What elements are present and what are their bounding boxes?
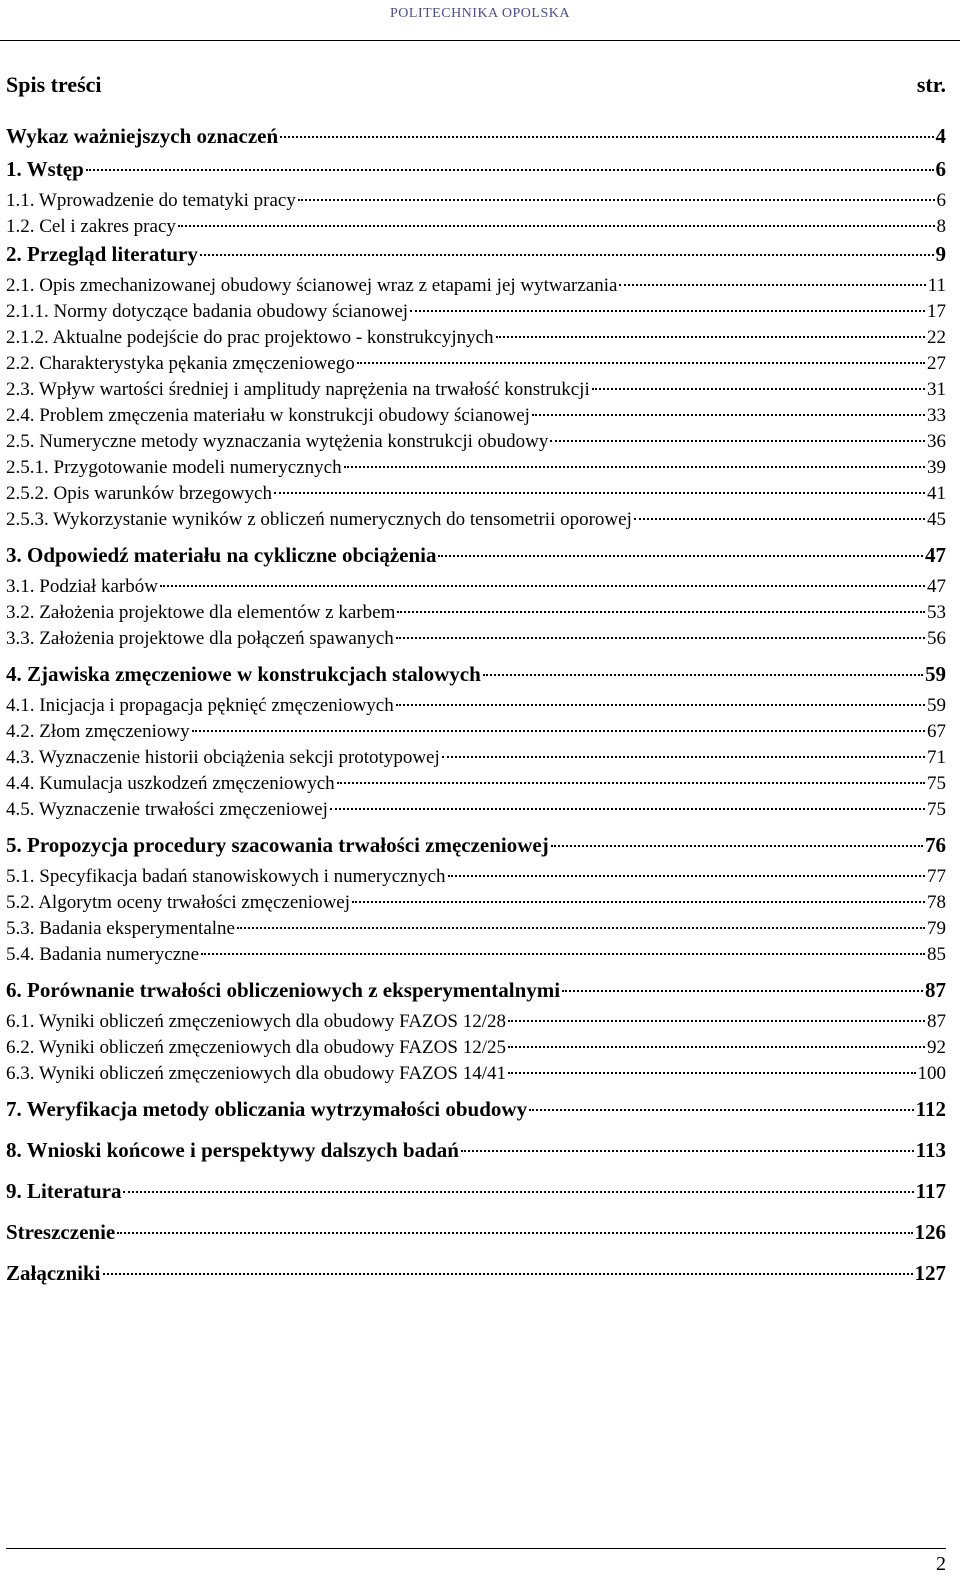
toc-entry[interactable] <box>6 1261 946 1294</box>
toc-entry[interactable] <box>6 892 946 918</box>
toc-heading <box>6 72 946 98</box>
toc-entry-label: 8. Wnioski końcowe i perspektywy dalszych badań <box>6 1138 459 1162</box>
toc-entry-label: 5.1. Specyfikacja badań stanowiskowych i numerycznych <box>6 866 446 887</box>
dot-leader <box>448 874 925 877</box>
toc-entry[interactable] <box>6 833 946 866</box>
toc-entry[interactable] <box>6 662 946 695</box>
toc-entry[interactable] <box>6 157 946 190</box>
toc-entry-label: 2.2. Charakterystyka pękania zmęczeniowego <box>6 353 355 374</box>
toc-entry[interactable] <box>6 242 946 275</box>
toc-entry[interactable] <box>6 576 946 602</box>
toc-entry[interactable] <box>6 124 946 157</box>
toc-entry-label: 1. Wstęp <box>6 157 84 181</box>
dot-leader <box>237 926 925 929</box>
dot-leader <box>550 439 925 442</box>
toc-entry-label: 3.2. Założenia projektowe dla elementów z karbem <box>6 602 396 623</box>
table-of-contents <box>6 124 946 1294</box>
dot-leader <box>508 1045 925 1048</box>
toc-entry-label: 2.5.2. Opis warunków brzegowych <box>6 483 272 504</box>
toc-entry-label: 5.4. Badania numeryczne <box>6 944 200 965</box>
toc-entry[interactable] <box>6 602 946 628</box>
toc-entry-page: 78 <box>927 892 946 913</box>
header-title: POLITECHNIKA OPOLSKA <box>390 6 570 21</box>
dot-leader <box>396 703 925 706</box>
toc-entry-page: 59 <box>927 695 946 716</box>
toc-entry-page: 117 <box>915 1179 946 1203</box>
toc-entry[interactable] <box>6 978 946 1011</box>
toc-entry-label: 2.1.1. Normy dotyczące badania obudowy ścianowej <box>6 301 409 322</box>
dot-leader <box>461 1149 914 1152</box>
footer-divider <box>6 1548 946 1549</box>
dot-leader <box>397 610 925 613</box>
dot-leader <box>330 807 925 810</box>
toc-entry-page: 45 <box>927 509 946 530</box>
toc-entry[interactable] <box>6 457 946 483</box>
toc-entry[interactable] <box>6 918 946 944</box>
toc-entry[interactable] <box>6 721 946 747</box>
dot-leader <box>410 309 925 312</box>
toc-entry[interactable] <box>6 483 946 509</box>
dot-leader <box>200 253 934 256</box>
toc-entry-label: 7. Weryfikacja metody obliczania wytrzymałości obudowy <box>6 1097 528 1121</box>
toc-entry[interactable] <box>6 1097 946 1130</box>
toc-entry[interactable] <box>6 509 946 535</box>
dot-leader <box>103 1272 913 1275</box>
toc-entry-page: 11 <box>927 275 946 296</box>
dot-leader <box>344 465 925 468</box>
toc-entry-label: 2.4. Problem zmęczenia materiału w konstrukcji obudowy ścianowej <box>6 405 530 426</box>
dot-leader <box>438 554 923 557</box>
toc-entry[interactable] <box>6 1011 946 1037</box>
toc-entry-label: 2.1.2. Aktualne podejście do prac projektowo - konstrukcyjnych <box>6 327 494 348</box>
toc-entry-label: 2. Przegląd literatury <box>6 242 198 266</box>
toc-entry-label: 3. Odpowiedź materiału na cykliczne obciążenia <box>6 543 437 567</box>
dot-leader <box>396 636 925 639</box>
toc-entry-page: 56 <box>927 628 946 649</box>
dot-leader <box>298 198 935 201</box>
toc-entry-label: 4.4. Kumulacja uszkodzeń zmęczeniowych <box>6 773 335 794</box>
toc-entry[interactable] <box>6 1063 946 1089</box>
toc-entry-label: 4.5. Wyznaczenie trwałości zmęczeniowej <box>6 799 328 820</box>
dot-leader <box>123 1190 913 1193</box>
toc-entry-page: 92 <box>927 1037 946 1058</box>
toc-entry-page: 113 <box>915 1138 946 1162</box>
toc-entry[interactable] <box>6 1179 946 1212</box>
dot-leader <box>508 1019 925 1022</box>
toc-entry-label: Wykaz ważniejszych oznaczeń <box>6 124 279 148</box>
dot-leader <box>562 989 923 992</box>
toc-entry-page: 76 <box>925 833 946 857</box>
toc-entry[interactable] <box>6 747 946 773</box>
toc-entry-page: 75 <box>927 773 946 794</box>
toc-entry-label: 2.1. Opis zmechanizowanej obudowy ścianowej wraz z etapami jej wytwarzania <box>6 275 618 296</box>
toc-entry-page: 79 <box>927 918 946 939</box>
toc-entry[interactable] <box>6 379 946 405</box>
toc-entry-label: 2.3. Wpływ wartości średniej i amplitudy naprężenia na trwałość konstrukcji <box>6 379 590 400</box>
dot-leader <box>529 1108 914 1111</box>
toc-entry-label: 1.2. Cel i zakres pracy <box>6 216 176 237</box>
toc-entry-page: 33 <box>927 405 946 426</box>
toc-entry-label: 3.1. Podział karbów <box>6 576 158 597</box>
toc-entry[interactable] <box>6 866 946 892</box>
running-header <box>0 0 960 41</box>
toc-entry-page: 8 <box>936 216 946 237</box>
toc-entry[interactable] <box>6 301 946 327</box>
toc-entry-label: 1.1. Wprowadzenie do tematyki pracy <box>6 190 296 211</box>
dot-leader <box>274 491 925 494</box>
toc-entry-page: 127 <box>914 1261 946 1285</box>
toc-entry-page: 71 <box>927 747 946 768</box>
dot-leader <box>192 729 925 732</box>
toc-title: Spis treści <box>6 72 102 97</box>
toc-entry-label: 9. Literatura <box>6 1179 122 1203</box>
dot-leader <box>280 135 933 138</box>
dot-leader <box>592 387 925 390</box>
toc-entry[interactable] <box>6 799 946 825</box>
toc-entry-label: 5.3. Badania eksperymentalne <box>6 918 235 939</box>
toc-entry-page: 6 <box>935 157 946 181</box>
toc-entry-page: 47 <box>927 576 946 597</box>
dot-leader <box>178 224 935 227</box>
toc-entry-page: 87 <box>927 1011 946 1032</box>
toc-entry-label: 2.5.1. Przygotowanie modeli numerycznych <box>6 457 342 478</box>
toc-entry-page: 41 <box>927 483 946 504</box>
toc-entry-label: 6.2. Wyniki obliczeń zmęczeniowych dla obudowy FAZOS 12/25 <box>6 1037 506 1058</box>
dot-leader <box>551 844 923 847</box>
toc-entry-page: 85 <box>927 944 946 965</box>
dot-leader <box>483 673 923 676</box>
toc-entry[interactable] <box>6 1037 946 1063</box>
toc-entry[interactable] <box>6 1138 946 1171</box>
toc-entry-page: 112 <box>915 1097 946 1121</box>
dot-leader <box>619 283 925 286</box>
toc-entry[interactable] <box>6 327 946 353</box>
toc-entry-page: 39 <box>927 457 946 478</box>
toc-entry-label: 2.5.3. Wykorzystanie wyników z obliczeń numerycznych do tensometrii oporowej <box>6 509 632 530</box>
dot-leader <box>532 413 925 416</box>
toc-entry-page: 6 <box>936 190 946 211</box>
dot-leader <box>160 584 925 587</box>
dot-leader <box>86 168 934 171</box>
toc-entry-page: 47 <box>925 543 946 567</box>
dot-leader <box>442 755 925 758</box>
toc-entry[interactable] <box>6 695 946 721</box>
toc-entry-label: 6.1. Wyniki obliczeń zmęczeniowych dla obudowy FAZOS 12/28 <box>6 1011 506 1032</box>
toc-entry-page: 17 <box>927 301 946 322</box>
dot-leader <box>201 952 925 955</box>
toc-entry[interactable] <box>6 190 946 216</box>
dot-leader <box>508 1071 916 1074</box>
toc-entry-label: 4.3. Wyznaczenie historii obciążenia sekcji prototypowej <box>6 747 440 768</box>
toc-entry[interactable] <box>6 1220 946 1253</box>
toc-entry-page: 53 <box>927 602 946 623</box>
toc-entry[interactable] <box>6 773 946 799</box>
toc-entry-label: 4.1. Inicjacja i propagacja pęknięć zmęczeniowych <box>6 695 394 716</box>
toc-entry-label: 3.3. Założenia projektowe dla połączeń spawanych <box>6 628 394 649</box>
toc-entry-page: 27 <box>927 353 946 374</box>
toc-page-label: str. <box>916 72 946 97</box>
toc-entry[interactable] <box>6 216 946 242</box>
toc-entry-label: 6. Porównanie trwałości obliczeniowych z eksperymentalnymi <box>6 978 561 1002</box>
toc-entry-page: 9 <box>935 242 946 266</box>
toc-entry-page: 22 <box>927 327 946 348</box>
toc-entry-label: 4. Zjawiska zmęczeniowe w konstrukcjach stalowych <box>6 662 481 686</box>
toc-entry[interactable] <box>6 275 946 301</box>
dot-leader <box>634 517 925 520</box>
toc-entry-label: 2.5. Numeryczne metody wyznaczania wytężenia konstrukcji obudowy <box>6 431 549 452</box>
dot-leader <box>352 900 925 903</box>
toc-entry-label: 5. Propozycja procedury szacowania trwałości zmęczeniowej <box>6 833 549 857</box>
toc-entry-page: 75 <box>927 799 946 820</box>
toc-entry-page: 59 <box>925 662 946 686</box>
toc-entry[interactable] <box>6 628 946 654</box>
toc-entry[interactable] <box>6 944 946 970</box>
toc-entry-page: 126 <box>914 1220 946 1244</box>
dot-leader <box>337 781 925 784</box>
toc-entry[interactable] <box>6 543 946 576</box>
toc-entry-label: 6.3. Wyniki obliczeń zmęczeniowych dla obudowy FAZOS 14/41 <box>6 1063 506 1084</box>
toc-entry-page: 87 <box>925 978 946 1002</box>
toc-entry-page: 67 <box>927 721 946 742</box>
toc-entry-label: 4.2. Złom zmęczeniowy <box>6 721 190 742</box>
toc-entry[interactable] <box>6 405 946 431</box>
toc-entry-page: 4 <box>935 124 946 148</box>
page-number: 2 <box>936 1553 946 1575</box>
dot-leader <box>496 335 925 338</box>
toc-entry-label: Załączniki <box>6 1261 101 1285</box>
toc-entry[interactable] <box>6 353 946 379</box>
toc-entry-page: 100 <box>917 1063 946 1084</box>
dot-leader <box>117 1231 912 1234</box>
toc-entry-page: 36 <box>927 431 946 452</box>
toc-entry-page: 31 <box>927 379 946 400</box>
toc-entry-label: 5.2. Algorytm oceny trwałości zmęczeniowej <box>6 892 351 913</box>
toc-entry[interactable] <box>6 431 946 457</box>
toc-entry-label: Streszczenie <box>6 1220 116 1244</box>
dot-leader <box>357 361 925 364</box>
toc-entry-page: 77 <box>927 866 946 887</box>
